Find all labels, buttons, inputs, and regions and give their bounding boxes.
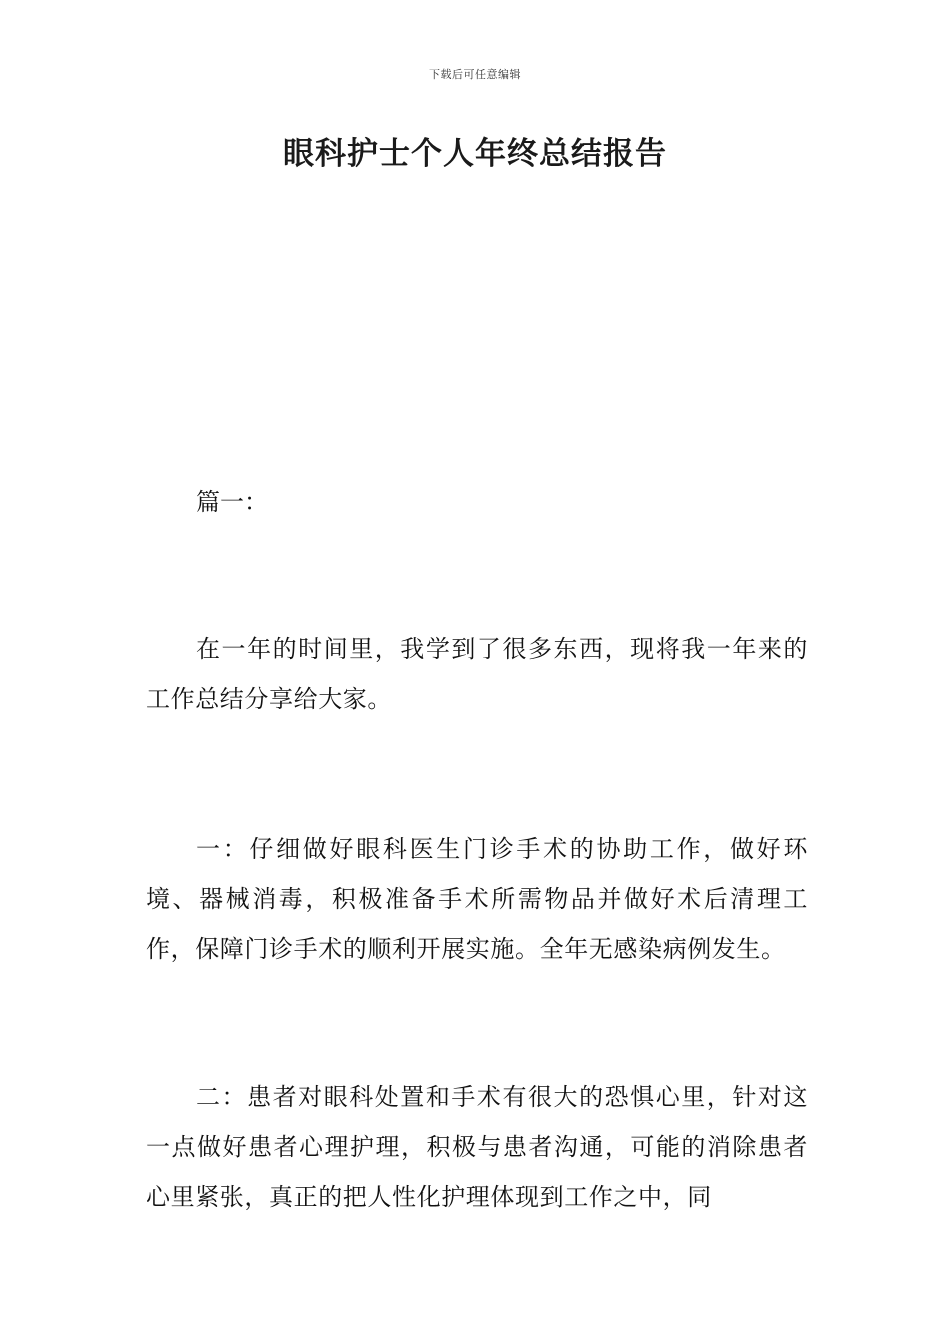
section-heading: 篇一：	[196, 488, 268, 516]
header-note: 下载后可任意编辑	[429, 68, 521, 81]
paragraph: 一：仔细做好眼科医生门诊手术的协助工作，做好环境、器械消毒，积极准备手术所需物品并做好术后清理工作，保障门诊手术的顺利开展实施。全年无感染病例发生。	[146, 835, 808, 963]
paragraph: 二：患者对眼科处置和手术有很大的恐惧心里，针对这一点做好患者心理护理，积极与患者沟通，可能的消除患者心里紧张，真正的把人性化护理体现到工作之中，同	[146, 1083, 808, 1211]
paragraph: 在一年的时间里，我学到了很多东西，现将我一年来的工作总结分享给大家。	[146, 635, 808, 713]
document-title: 眼科护士个人年终总结报告	[283, 136, 667, 172]
